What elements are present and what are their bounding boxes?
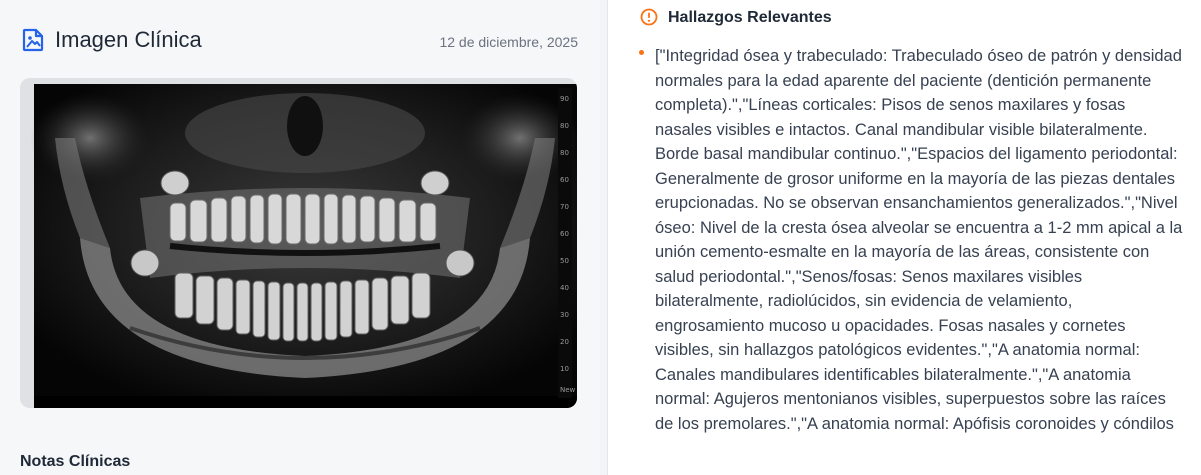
image-title: Imagen Clínica [55,27,202,52]
image-date: 12 de diciembre, 2025 [439,34,578,50]
xray-scale-label: 30 [560,311,569,319]
xray-scale-label: 60 [560,230,569,238]
xray-scale-label: New [560,386,576,394]
xray-scale-label: 50 [560,257,569,265]
xray-scale-label: 20 [560,338,569,346]
findings-bullet [639,50,644,55]
findings-text: ["Integridad ósea y trabeculado: Trabeculado óseo de patrón y densidad normales para la edad aparente del paciente (dentición permanente completa).","Líneas corticales: Pisos de senos maxilares y fosas nasales visibles e intactos. Canal mandibular visible bilateralmente. Borde basal mandibular continuo.","Espacios del ligamento periodontal: Generalmente de grosor uniforme en la mayoría de las piezas dentales erupcionadas. No se observan ensanchamientos generalizados.","Nivel óseo: Nivel de la cresta ósea alveolar se encuentra a 1-2 mm apical a la unión cemento-esmalte en la mayoría de las áreas, consistente con salud periodontal.","Senos/fosas: Senos maxilares visibles bilateralmente, radiolúcidos, sin evidencia de velamiento, engrosamiento mucoso u opacidades. Fosas nasales y cornetes visibles, sin hallazgos patológicos evidentes.","A anatomia normal: Canales mandibulares identificables bilateralmente.","A anatomia normal: Agujeros mentonianos visibles, superpuestos sobre las raíces de los premolares.","A anatomia normal: Apófisis coronoides y cóndilos [655,47,1183,433]
findings-title: Hallazgos Relevantes [668,9,832,26]
alert-circle-icon [640,8,658,26]
image-file-icon [22,28,44,52]
xray-scale-label: 40 [560,284,569,292]
xray-scale-label: 60 [560,176,569,184]
xray-scale-label: 70 [560,203,569,211]
xray-scale-label: 80 [560,122,569,130]
dental-xray-image[interactable] [20,78,577,408]
xray-scale-label: 80 [560,149,569,157]
image-panel [0,0,600,475]
findings-panel [608,0,1201,475]
xray-scale-label: 90 [560,95,569,103]
image-header [22,26,578,58]
clinical-notes-title: Notas Clínicas [20,453,131,470]
xray-scale-label: 10 [560,365,569,373]
